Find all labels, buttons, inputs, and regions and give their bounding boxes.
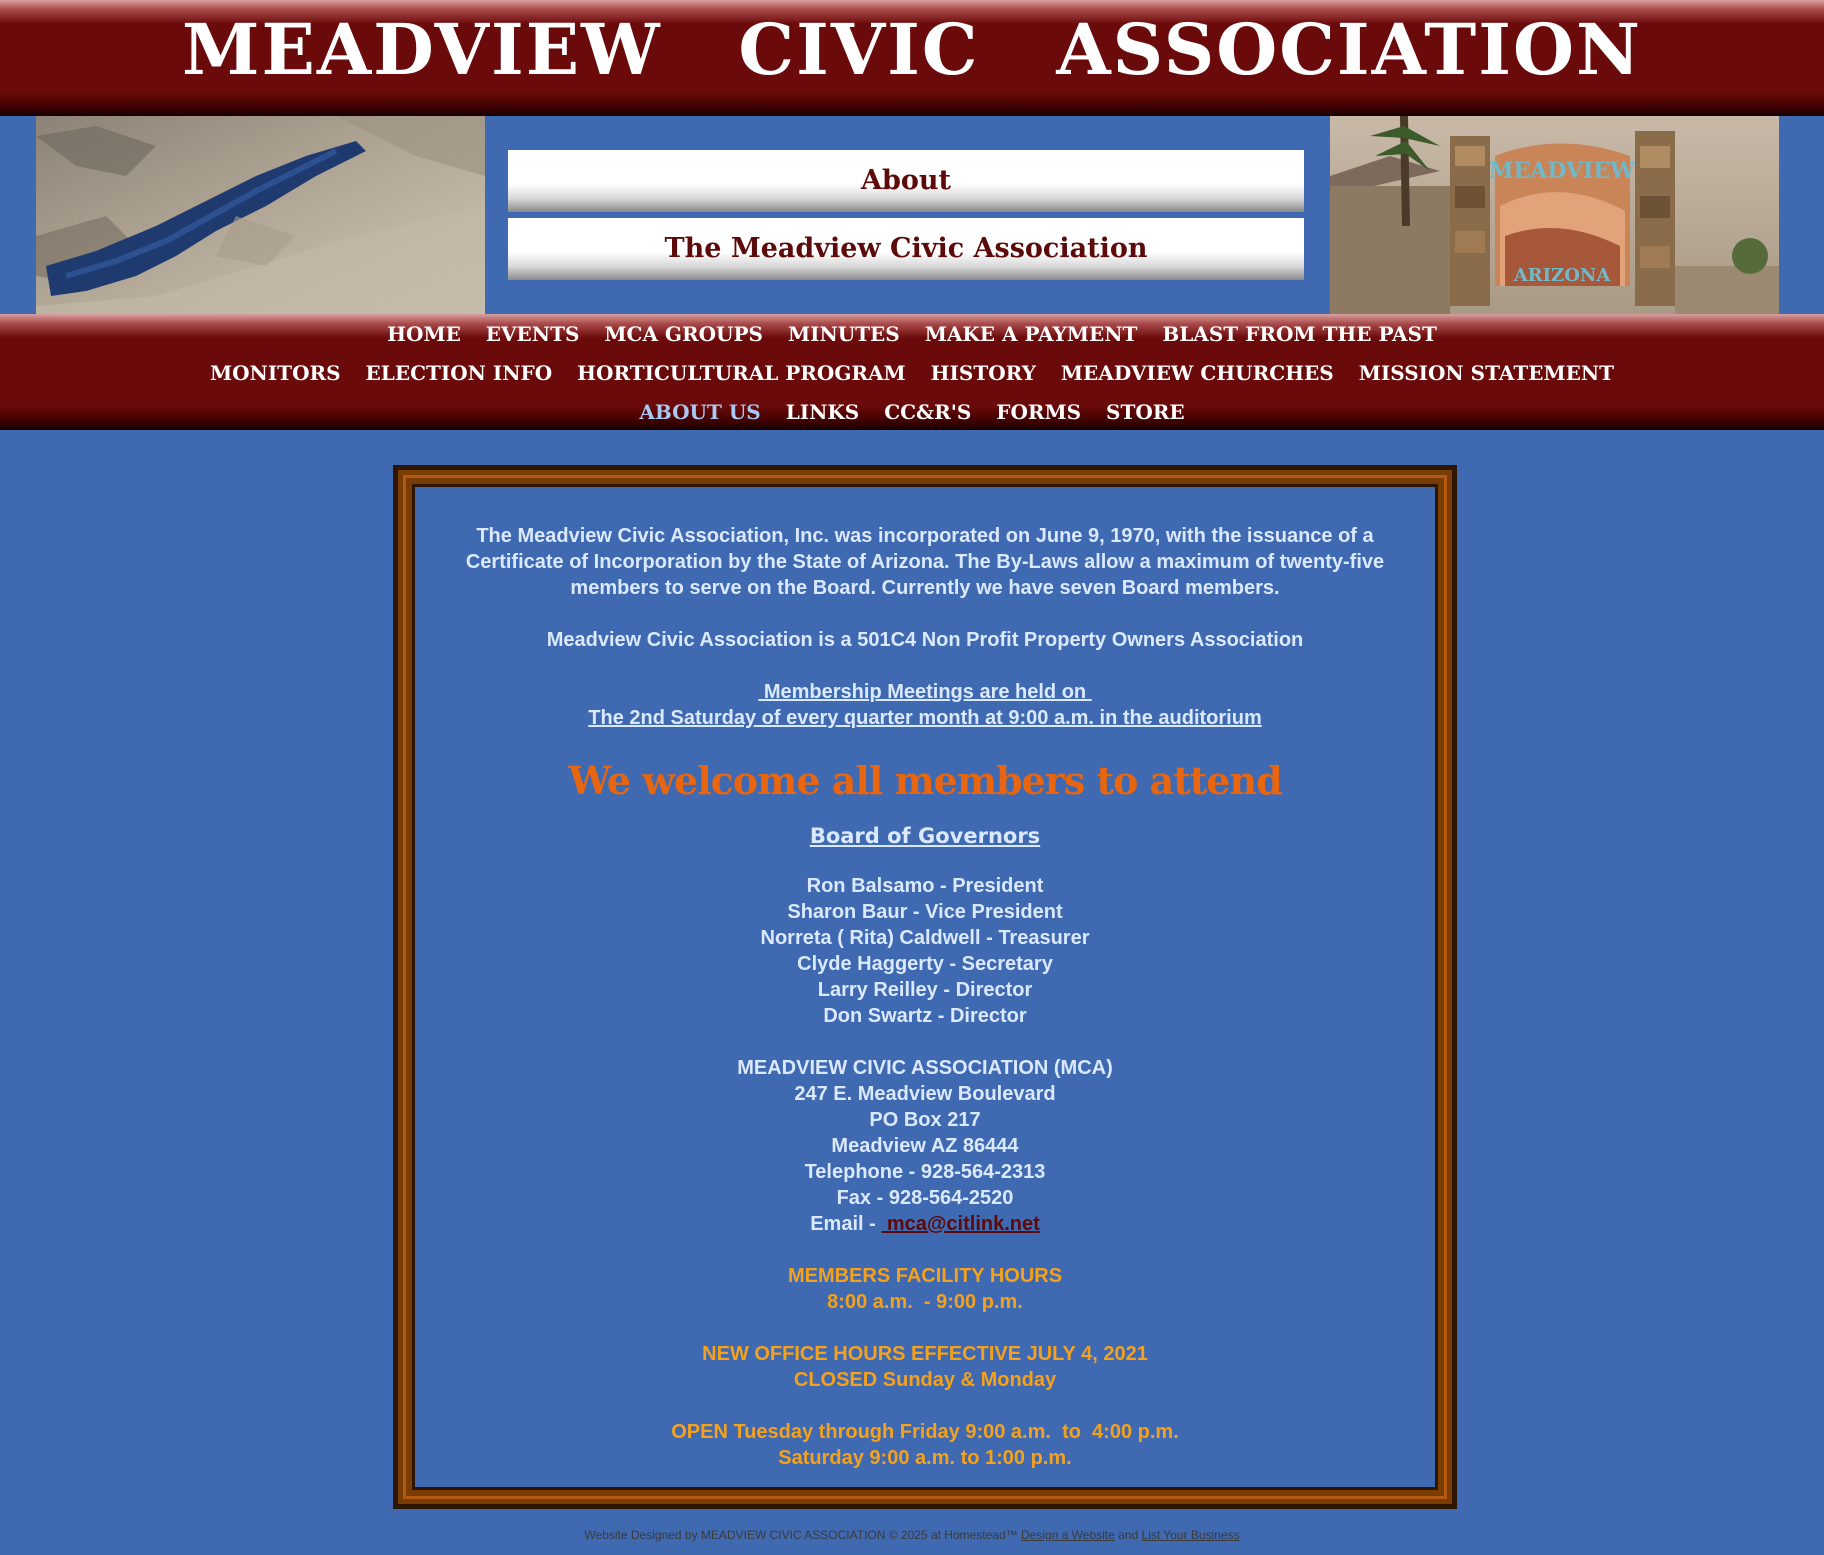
welcome-heading: We welcome all members to attend	[568, 758, 1282, 803]
address-line: Fax - 928-564-2520	[836, 1187, 1014, 1209]
intro-paragraph	[435, 523, 1415, 601]
site-banner	[0, 0, 1824, 116]
nav-monitors[interactable]: MONITORS	[209, 361, 341, 385]
facility-time: 8:00 a.m. - 9:00 p.m.	[827, 1291, 1023, 1313]
nav-election-info[interactable]: ELECTION INFO	[365, 361, 553, 385]
nav-ccrs[interactable]: CC&R'S	[884, 400, 972, 424]
office-closed: CLOSED Sunday & Monday	[793, 1369, 1057, 1391]
board-heading: Board of Governors	[809, 824, 1041, 848]
site-footer	[0, 1528, 1824, 1542]
email-label: Email -	[810, 1213, 882, 1235]
board-list	[435, 873, 1415, 1029]
nav-meadview-churches[interactable]: MEADVIEW CHURCHES	[1060, 361, 1334, 385]
board-member: Don Swartz - Director	[823, 1005, 1027, 1027]
intro-line: The Meadview Civic Association, Inc. was incorporated on June 9, 1970, with the issuance of a	[476, 525, 1374, 547]
email-line	[435, 1211, 1415, 1237]
meetings-info	[435, 679, 1415, 731]
board-member: Sharon Baur - Vice President	[787, 901, 1063, 923]
footer-list-business-link[interactable]: List Your Business	[1141, 1528, 1240, 1542]
email-link[interactable]: mca@citlink.net	[881, 1213, 1040, 1235]
nav-history[interactable]: HISTORY	[930, 361, 1036, 385]
nav-mission-statement[interactable]: MISSION STATEMENT	[1358, 361, 1614, 385]
nonprofit-statement: Meadview Civic Association is a 501C4 Non Profit Property Owners Association	[546, 629, 1304, 651]
footer-text: Website Designed by MEADVIEW CIVIC ASSOCIATION © 2025 at Homestead™	[584, 1528, 1021, 1542]
intro-line: members to serve on the Board. Currently we have seven Board members.	[570, 577, 1280, 599]
meadview-arizona-sign-photo	[1330, 116, 1779, 314]
sign-text-arizona: ARIZONA	[1513, 265, 1611, 286]
footer-and: and	[1114, 1528, 1142, 1542]
address-line: Telephone - 928-564-2313	[804, 1161, 1046, 1183]
nav-about-us[interactable]: ABOUT US	[639, 400, 761, 424]
nav-events[interactable]: EVENTS	[485, 322, 580, 346]
content-panel	[412, 484, 1438, 1490]
nav-row-2	[0, 355, 1824, 394]
nav-horticultural-program[interactable]: HORTICULTURAL PROGRAM	[577, 361, 906, 385]
facility-hours	[435, 1263, 1415, 1315]
nav-make-a-payment[interactable]: MAKE A PAYMENT	[924, 322, 1138, 346]
board-member: Larry Reilley - Director	[817, 979, 1033, 1001]
address-line: PO Box 217	[869, 1109, 981, 1131]
aerial-lake-photo	[36, 116, 485, 314]
nav-row-3	[0, 394, 1824, 433]
intro-line: Certificate of Incorporation by the State of Arizona. The By-Laws allow a maximum of twenty-five	[465, 551, 1385, 573]
page-title: About	[508, 150, 1304, 212]
board-member: Ron Balsamo - President	[806, 875, 1044, 897]
nav-home[interactable]: HOME	[387, 322, 461, 346]
nav-links[interactable]: LINKS	[785, 400, 860, 424]
nav-minutes[interactable]: MINUTES	[787, 322, 900, 346]
address-block	[435, 1055, 1415, 1237]
page-subtitle: The Meadview Civic Association	[508, 218, 1304, 280]
board-member: Clyde Haggerty - Secretary	[797, 953, 1053, 975]
nav-mca-groups[interactable]: MCA GROUPS	[604, 322, 763, 346]
meetings-line: The 2nd Saturday of every quarter month at 9:00 a.m. in the auditorium	[588, 707, 1262, 729]
address-line: Meadview AZ 86444	[831, 1135, 1019, 1157]
office-open: OPEN Tuesday through Friday 9:00 a.m. to 4:00 p.m.	[671, 1421, 1179, 1443]
office-saturday: Saturday 9:00 a.m. to 1:00 p.m.	[778, 1447, 1072, 1469]
meetings-line: Membership Meetings are held on	[758, 681, 1092, 703]
office-open-hours	[435, 1419, 1415, 1471]
site-title: MEADVIEW CIVIC ASSOCIATION	[182, 8, 1642, 91]
facility-title: MEMBERS FACILITY HOURS	[787, 1265, 1063, 1287]
board-member: Norreta ( Rita) Caldwell - Treasurer	[760, 927, 1090, 949]
content-frame	[393, 465, 1457, 1509]
footer-design-link[interactable]: Design a Website	[1020, 1528, 1115, 1542]
address-line: 247 E. Meadview Boulevard	[794, 1083, 1056, 1105]
sign-text-meadview: MEADVIEW	[1489, 158, 1635, 184]
office-hours	[435, 1341, 1415, 1393]
address-line: MEADVIEW CIVIC ASSOCIATION (MCA)	[737, 1057, 1113, 1079]
office-title: NEW OFFICE HOURS EFFECTIVE JULY 4, 2021	[702, 1343, 1148, 1365]
nav-row-1	[0, 316, 1824, 355]
main-navigation	[0, 314, 1824, 430]
nav-store[interactable]: STORE	[1106, 400, 1185, 424]
nav-forms[interactable]: FORMS	[996, 400, 1082, 424]
nav-blast-from-the-past[interactable]: BLAST FROM THE PAST	[1162, 322, 1437, 346]
content-frame-inner	[403, 475, 1447, 1499]
